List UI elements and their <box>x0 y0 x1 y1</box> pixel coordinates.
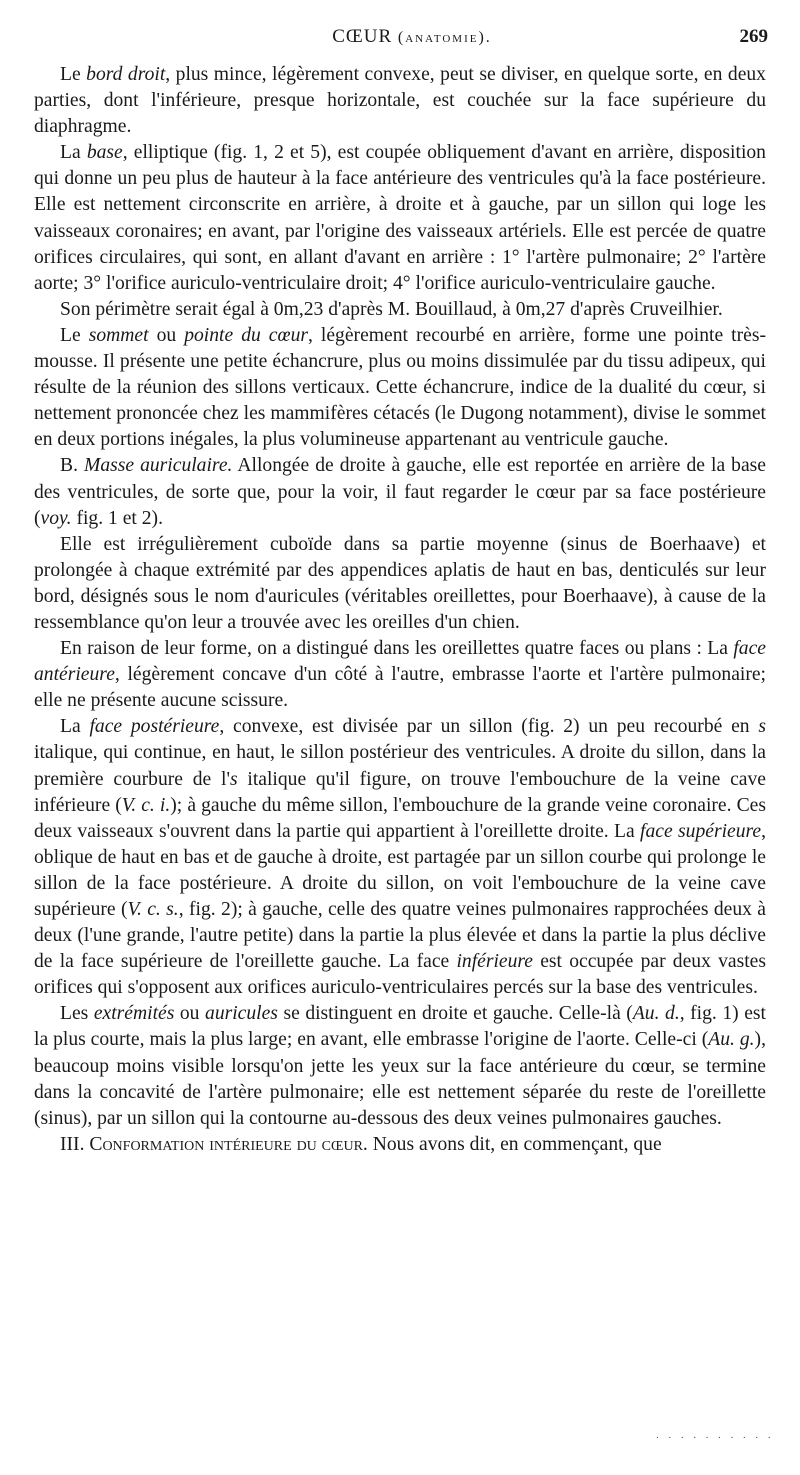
term-face-superieure: face supérieure <box>640 820 762 842</box>
term-extremites: extrémités <box>93 1003 175 1025</box>
paragraph-cuboide: Elle est irrégulièrement cuboïde dans sa partie moyenne (sinus de Boerhaave) et prolongée à chaque extrémité par des appendices aplatis de haut en bas, denticulés sur leur bord, désignés sous le nom d'auricules (véritables oreillettes, pour Boerhaave), à cause de la ressemblance qu'on leur a trouvée avec les oreilles d'un chien. <box>34 533 766 633</box>
term-inferieure: inférieure <box>456 951 534 973</box>
abbr-v-c-i: V. c. i. <box>121 794 171 816</box>
abbr-v-c-s: V. c. s. <box>127 899 179 920</box>
page-header <box>56 26 768 52</box>
abbr-au-d: Au. d. <box>632 1003 680 1025</box>
running-title-main: CŒUR <box>332 26 393 47</box>
text-run: italique qu'il figure, on trouve l'embouchure de la veine cave inférieure ( <box>34 768 767 816</box>
text-run: La <box>60 142 87 164</box>
abbr-au-g: Au. g. <box>708 1029 755 1051</box>
term-voy: voy. <box>40 507 72 529</box>
text-run: , convexe, est divisée par un sillon (fig. 2) un peu recourbé en <box>219 716 759 738</box>
text-run: Allongée de droite à gauche, elle est reportée en arrière de la base des ventricules, de sorte que, pour la voir, il faut regarder le cœur par sa face postérieure ( <box>34 455 766 529</box>
paragraph-face-posterieure <box>34 714 766 1001</box>
paragraph-extremites <box>34 1001 766 1131</box>
text-run: ou <box>148 324 185 346</box>
text-run: B. <box>60 455 84 477</box>
term-face-anterieure: face antérieure <box>34 638 766 686</box>
text-run: , légèrement concave d'un côté à l'autre, embrasse l'aorte et l'artère pulmonaire; elle ne présente aucune scissure. <box>34 664 766 712</box>
text-run: , oblique de haut en bas et de gauche à droite, est partagée par un sillon courbe qui prolonge le sillon de la face postérieure. A droite du sillon, on voit l'embouchure de la veine cave supérieure ( <box>34 820 767 920</box>
term-s: s <box>229 768 238 790</box>
text-run: Le <box>60 64 87 85</box>
text-run: ); à gauche du même sillon, l'embouchure de la grande veine coronaire. Ces deux vaisseaux s'ouvrent dans la partie qui appartient à l'oreillette droite. La <box>34 794 766 842</box>
section-heading-masse-auriculaire: Masse auriculaire. <box>84 455 233 477</box>
paragraph-conformation-interieure <box>34 1132 766 1158</box>
text-run: est occupée par deux vastes orifices qui s'opposent aux orifices auriculo-ventriculaires percés sur la base des ventricules. <box>34 951 766 999</box>
paragraph-perimetre: Son périmètre serait égal à 0m,23 d'après M. Bouillaud, à 0m,27 d'après Cruveilhier. <box>60 298 723 320</box>
text-run: se distinguent en droite et gauche. Celle-là ( <box>277 1003 633 1025</box>
term-auricules: auricules <box>205 1003 278 1025</box>
text-run: Nous avons dit, en commençant, que <box>367 1133 662 1155</box>
term-base: base <box>86 142 123 164</box>
text-run: Le <box>60 324 89 346</box>
body-text <box>34 62 766 1158</box>
term-pointe-du-coeur: pointe du cœur <box>184 324 308 346</box>
running-title <box>56 26 768 48</box>
page-number: 269 <box>739 26 768 47</box>
text-run: La <box>60 716 90 738</box>
text-run: Les <box>60 1003 94 1025</box>
text-run: En raison de leur forme, on a distingué dans les oreillettes quatre faces ou plans : La <box>60 638 734 660</box>
term-face-posterieure: face postérieure <box>89 716 220 738</box>
term-s: s <box>758 716 766 738</box>
section-heading-conformation: Conformation intérieure du cœur. <box>89 1133 368 1155</box>
term-bord-droit: bord droit <box>86 64 166 85</box>
text-run: ), beaucoup moins visible lorsqu'on jette les yeux sur la face antérieure du cœur, se termine dans la concavité de l'artère pulmonaire; elle est nettement séparée du reste de l'oreillette (sinus), par un sillon qui la contourne au-dessous des deux veines pulmonaires gauches. <box>34 1029 766 1129</box>
text-run: ou <box>174 1003 206 1025</box>
text-run: , elliptique (fig. 1, 2 et 5), est coupée obliquement d'avant en arrière, disposition qui donne un peu plus de hauteur à la face antérieure des ventricules qu'à la face postérieure. Elle est nettement circonscrite en arrière, à droite et à gauche, par un sillon qui loge les vaisseaux coronaires; en avant, par l'origine des vaisseaux artériels. Elle est percée de quatre orifices circulaires, qui sont, en allant d'avant en arrière : 1° l'artère pulmonaire; 2° l'artère aorte; 3° l'orifice auriculo-ventriculaire droit; 4° l'orifice auriculo-ventriculaire gauche. <box>34 142 766 294</box>
paragraph-sommet <box>34 323 766 453</box>
text-run: fig. 1 et 2). <box>71 507 163 529</box>
text-run: , fig. 1) est la plus courte, mais la plus large; en avant, elle embrasse l'origine de l'aorte. Celle-ci ( <box>34 1003 766 1051</box>
paragraph-bord-droit <box>34 62 766 140</box>
paragraph-base <box>34 140 766 297</box>
text-run: , légèrement recourbé en arrière, forme une pointe très-mousse. Il présente une petite échancrure, plus ou moins dissimulée par du tissu adipeux, qui résulte de la réunion des sillons verticaux. Cette échancrure, indice de la dualité du cœur, si nettement prononcée chez les mammifères cétacés (le Dugong notamment), divise le sommet en deux portions inégales, la plus volumineuse appartenant au ventricule gauche. <box>34 324 766 451</box>
text-run: , fig. 2); à gauche, celle des quatre veines pulmonaires rapprochées deux à deux (l'une grande, l'autre petite) dans la partie la plus élevée et dans la partie la plus déclive de la face supérieure de l'oreillette gauche. La face <box>34 899 766 973</box>
paragraph-masse-auriculaire <box>34 453 766 531</box>
paragraph-quatre-faces <box>34 636 766 714</box>
footer-mark: · · · · · · · · · · <box>655 1432 774 1444</box>
term-sommet: sommet <box>88 324 149 346</box>
text-run: , plus mince, légèrement convexe, peut se diviser, en quelque sorte, en deux parties, dont l'inférieure, presque horizontale, est couchée sur la face supérieure du diaphragme. <box>34 64 766 138</box>
section-number: III. <box>60 1133 90 1155</box>
running-title-sub: (anatomie). <box>397 29 492 46</box>
text-run: italique, qui continue, en haut, le sillon postérieur des ventricules. A droite du sillon, dans la première courbure de l' <box>34 742 766 790</box>
